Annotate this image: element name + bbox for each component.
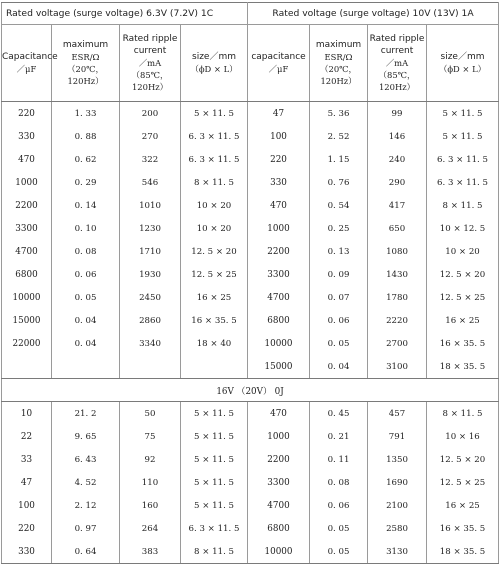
table-cell: 0. 06 (310, 494, 368, 517)
table-cell: 0. 04 (52, 332, 120, 355)
table-cell: 10 × 20 (181, 194, 248, 217)
table-cell: 330 (248, 171, 310, 194)
column-header-name: maximum (62, 40, 109, 50)
column-header-unit: （ϕD × L） (190, 64, 238, 74)
table-cell: 6. 3 × 11. 5 (427, 148, 499, 171)
table-cell: 0. 08 (310, 471, 368, 494)
column-header-name: capacitance (251, 52, 306, 62)
table-cell: 10 (2, 402, 52, 426)
table-cell: 1710 (120, 240, 181, 263)
table-row (2, 471, 499, 494)
table-cell: 99 (368, 102, 427, 126)
table-cell: 383 (120, 540, 181, 564)
column-header (2, 25, 58, 102)
column-header (427, 25, 499, 102)
table-cell: 110 (120, 471, 181, 494)
column-header-unit: ESR/Ω (71, 52, 100, 62)
table-cell: 5. 36 (310, 102, 368, 126)
table-cell: 0. 54 (310, 194, 368, 217)
table-cell: 220 (2, 102, 52, 126)
table-cell: 4700 (248, 286, 310, 309)
column-header-unit: （ϕD × L） (438, 64, 487, 74)
table-cell: 0. 04 (52, 309, 120, 332)
left-group-title: Rated voltage (surge voltage) 6.3V (7.2V) 1C (2, 3, 248, 25)
column-header-unit: （20℃，120Hz） (67, 64, 104, 86)
table-cell: 3100 (368, 355, 427, 379)
table-cell: 3300 (2, 217, 52, 240)
column-header-name: Rated ripple current (122, 34, 178, 56)
block2-body (2, 402, 499, 564)
block1-title-row (2, 3, 499, 25)
table-cell: 10000 (248, 332, 310, 355)
table-cell: 21. 2 (52, 402, 120, 426)
table-cell: 0. 05 (310, 332, 368, 355)
table-cell: 15000 (248, 355, 310, 379)
table-cell: 47 (2, 471, 52, 494)
table-row (2, 540, 499, 564)
table-cell: 146 (368, 125, 427, 148)
table-cell: 417 (368, 194, 427, 217)
table-cell: 1780 (368, 286, 427, 309)
table-cell: 0. 29 (52, 171, 120, 194)
column-header-unit: ／μF (16, 64, 37, 74)
table-cell: 2700 (368, 332, 427, 355)
table-cell: 322 (120, 148, 181, 171)
table-cell: 6. 3 × 11. 5 (427, 171, 499, 194)
table-cell: 5 × 11. 5 (181, 402, 248, 426)
table-cell: 10000 (248, 540, 310, 564)
table-cell: 0. 07 (310, 286, 368, 309)
table-cell: 1000 (2, 171, 52, 194)
table-cell: 92 (120, 448, 181, 471)
table-cell: 100 (248, 125, 310, 148)
table-cell: 12. 5 × 20 (181, 240, 248, 263)
table-cell: 6. 3 × 11. 5 (181, 148, 248, 171)
table-cell: 10 × 20 (181, 217, 248, 240)
table-cell: 22000 (2, 332, 52, 355)
table-cell: 16 × 35. 5 (427, 332, 499, 355)
table-cell: 8 × 11. 5 (427, 402, 499, 426)
table-cell: 0. 25 (310, 217, 368, 240)
block2-title-body (2, 379, 499, 402)
column-header (52, 25, 120, 102)
column-header-name: Capacitance (2, 52, 58, 62)
table-cell: 12. 5 × 25 (427, 471, 499, 494)
table-row (2, 332, 499, 355)
table-row (2, 240, 499, 263)
table-cell: 5 × 11. 5 (181, 448, 248, 471)
table-row (2, 217, 499, 240)
table-cell: 3130 (368, 540, 427, 564)
table-row (2, 448, 499, 471)
table-cell: 2. 12 (52, 494, 120, 517)
table-cell: 12. 5 × 20 (427, 448, 499, 471)
table-row (2, 494, 499, 517)
table-cell: 0. 88 (52, 125, 120, 148)
table-cell (120, 355, 181, 379)
table-cell: 1. 33 (52, 102, 120, 126)
column-header-unit: ／μF (268, 64, 289, 74)
table-cell: 0. 64 (52, 540, 120, 564)
column-header-unit: （20℃，120Hz） (320, 64, 357, 86)
table-row (2, 517, 499, 540)
table-cell: 50 (120, 402, 181, 426)
table-row (2, 194, 499, 217)
table-cell: 220 (2, 517, 52, 540)
table-cell: 16 × 35. 5 (427, 517, 499, 540)
block2-title-row (2, 379, 499, 402)
table-cell: 2450 (120, 286, 181, 309)
column-header-unit: （85℃，120Hz） (131, 70, 169, 92)
table-cell: 2860 (120, 309, 181, 332)
right-group-title: Rated voltage (surge voltage) 10V (13V) 1A (248, 3, 499, 25)
column-header-unit: ／mA (385, 58, 409, 68)
column-header-unit: （85℃，120Hz） (378, 70, 416, 92)
table-cell: 1080 (368, 240, 427, 263)
table-cell: 12. 5 × 25 (427, 286, 499, 309)
table-row (2, 425, 499, 448)
table-cell: 5 × 11. 5 (181, 425, 248, 448)
table-cell (2, 355, 52, 379)
table-cell: 2220 (368, 309, 427, 332)
table-cell: 4. 52 (52, 471, 120, 494)
table-cell: 22 (2, 425, 52, 448)
table-cell: 264 (120, 517, 181, 540)
table-cell: 18 × 35. 5 (427, 540, 499, 564)
table-cell: 4700 (248, 494, 310, 517)
table-cell: 2200 (248, 240, 310, 263)
table-row (2, 102, 499, 126)
table-cell: 16 × 25 (427, 494, 499, 517)
table-cell: 1. 15 (310, 148, 368, 171)
table-cell: 6800 (2, 263, 52, 286)
table-row (2, 355, 499, 379)
table-cell: 18 × 40 (181, 332, 248, 355)
table-cell: 6800 (248, 517, 310, 540)
table-cell: 12. 5 × 25 (181, 263, 248, 286)
table-cell: 0. 97 (52, 517, 120, 540)
table-cell: 0. 10 (52, 217, 120, 240)
table-cell: 330 (2, 540, 52, 564)
table-cell: 8 × 11. 5 (427, 194, 499, 217)
table-cell: 9. 65 (52, 425, 120, 448)
table-cell: 330 (2, 125, 52, 148)
table-cell: 2100 (368, 494, 427, 517)
table-cell: 0. 05 (310, 517, 368, 540)
table-cell: 0. 05 (52, 286, 120, 309)
table-cell: 10 × 12. 5 (427, 217, 499, 240)
column-header (181, 25, 248, 102)
table-cell: 470 (2, 148, 52, 171)
table-row (2, 171, 499, 194)
column-header-unit: ESR/Ω (324, 52, 353, 62)
table-cell: 5 × 11. 5 (181, 471, 248, 494)
column-header-name: maximum (315, 40, 362, 50)
table-cell: 33 (2, 448, 52, 471)
table-cell: 2200 (248, 448, 310, 471)
table-cell: 1430 (368, 263, 427, 286)
table-cell: 0. 08 (52, 240, 120, 263)
block1-body (2, 102, 499, 379)
table-cell: 75 (120, 425, 181, 448)
table-cell: 12. 5 × 20 (427, 263, 499, 286)
column-header (310, 25, 368, 102)
capacitor-spec-table (1, 2, 499, 564)
table-cell: 791 (368, 425, 427, 448)
table-cell: 6800 (248, 309, 310, 332)
table-cell: 1000 (248, 425, 310, 448)
table-row (2, 309, 499, 332)
table-cell: 5 × 11. 5 (427, 125, 499, 148)
table-cell: 18 × 35. 5 (427, 355, 499, 379)
table-cell: 10 × 20 (427, 240, 499, 263)
block2-title: 16V （20V） 0J (2, 379, 499, 402)
column-header-name: size／mm (192, 52, 236, 62)
table-cell: 0. 06 (310, 309, 368, 332)
table-cell: 1690 (368, 471, 427, 494)
table-cell: 0. 09 (310, 263, 368, 286)
table-cell: 220 (248, 148, 310, 171)
table-cell: 3300 (248, 471, 310, 494)
table-cell: 470 (248, 402, 310, 426)
table-cell: 0. 21 (310, 425, 368, 448)
table-cell: 0. 14 (52, 194, 120, 217)
table-cell: 5 × 11. 5 (181, 102, 248, 126)
table-row (2, 125, 499, 148)
table-cell: 6. 3 × 11. 5 (181, 125, 248, 148)
table-cell: 0. 13 (310, 240, 368, 263)
table-row (2, 286, 499, 309)
table-cell: 0. 06 (52, 263, 120, 286)
column-header-row (2, 25, 499, 102)
table-cell: 16 × 25 (427, 309, 499, 332)
table-cell: 3300 (248, 263, 310, 286)
table-cell: 1230 (120, 217, 181, 240)
table-cell: 6. 3 × 11. 5 (181, 517, 248, 540)
column-header-name: size／mm (440, 52, 485, 62)
table-cell: 200 (120, 102, 181, 126)
table-row (2, 402, 499, 426)
table-cell: 5 × 11. 5 (181, 494, 248, 517)
table-cell: 3340 (120, 332, 181, 355)
table-cell: 4700 (2, 240, 52, 263)
table-cell: 0. 05 (310, 540, 368, 564)
table-cell: 1350 (368, 448, 427, 471)
table-cell: 100 (2, 494, 52, 517)
table-cell: 240 (368, 148, 427, 171)
table-cell: 15000 (2, 309, 52, 332)
table-cell: 16 × 25 (181, 286, 248, 309)
table-cell: 5 × 11. 5 (427, 102, 499, 126)
table-cell (181, 355, 248, 379)
table-cell: 47 (248, 102, 310, 126)
table-cell: 10 × 16 (427, 425, 499, 448)
table-cell: 1010 (120, 194, 181, 217)
table-cell (52, 355, 120, 379)
column-header (120, 25, 181, 102)
column-header-name: Rated ripple current (369, 34, 425, 56)
table-cell: 1000 (248, 217, 310, 240)
table-cell: 6. 43 (52, 448, 120, 471)
table-cell: 546 (120, 171, 181, 194)
column-header (368, 25, 427, 102)
table-cell: 0. 76 (310, 171, 368, 194)
table-cell: 2. 52 (310, 125, 368, 148)
table-cell: 16 × 35. 5 (181, 309, 248, 332)
table-cell: 0. 11 (310, 448, 368, 471)
table-cell: 10000 (2, 286, 52, 309)
table-row (2, 263, 499, 286)
table-cell: 2200 (2, 194, 52, 217)
table-row (2, 148, 499, 171)
table-cell: 8 × 11. 5 (181, 171, 248, 194)
table-cell: 270 (120, 125, 181, 148)
column-header (248, 25, 310, 102)
table-cell: 0. 62 (52, 148, 120, 171)
table-cell: 0. 04 (310, 355, 368, 379)
table-cell: 0. 45 (310, 402, 368, 426)
table-cell: 8 × 11. 5 (181, 540, 248, 564)
table-cell: 650 (368, 217, 427, 240)
table-cell: 457 (368, 402, 427, 426)
table-cell: 1930 (120, 263, 181, 286)
table-cell: 2580 (368, 517, 427, 540)
table-cell: 290 (368, 171, 427, 194)
table-cell: 160 (120, 494, 181, 517)
column-header-unit: ／mA (138, 58, 162, 68)
table-cell: 470 (248, 194, 310, 217)
